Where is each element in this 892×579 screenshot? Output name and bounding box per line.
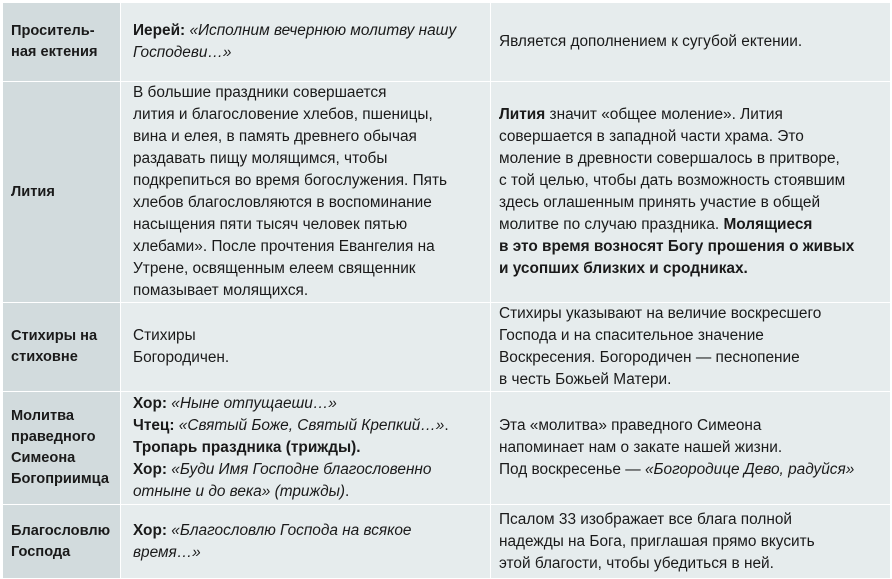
text-segment: Хор: xyxy=(133,521,172,539)
text-segment: Богородичен. xyxy=(133,349,230,366)
text-line xyxy=(499,415,884,437)
text-line xyxy=(133,393,484,415)
text-segment: «Богородице Дево, радуйся» xyxy=(644,461,855,478)
text-segment: Является дополнением к сугубой ектении. xyxy=(499,33,803,50)
name-line: Богоприимца xyxy=(11,471,109,487)
name-line: Лития xyxy=(11,183,55,200)
text-segment: Иерей: xyxy=(133,22,190,39)
service-text-cell xyxy=(121,82,491,303)
text-segment: Стихиры указывают на величие воскресшего xyxy=(499,305,822,322)
table-row xyxy=(3,82,891,303)
text-segment: лития и благословение хлебов, пшеницы, xyxy=(133,106,433,123)
name-line: Стихиры на xyxy=(11,328,98,344)
text-line xyxy=(499,148,884,170)
service-text-cell xyxy=(121,3,491,82)
table-row xyxy=(3,303,891,392)
text-segment: раздавать пищу молящимся, чтобы xyxy=(133,150,388,167)
text-line xyxy=(499,170,884,192)
text-line xyxy=(133,542,484,564)
text-segment: Господа и на спасительное значение xyxy=(499,327,764,344)
text-segment: Молящиеся xyxy=(723,216,813,233)
table-row xyxy=(3,3,891,82)
service-text-cell xyxy=(121,505,491,579)
text-segment: хлебами». После прочтения Евангелия на xyxy=(133,238,435,255)
text-segment: значит «общее моление». Лития xyxy=(545,106,783,123)
table-row xyxy=(3,505,891,579)
text-line xyxy=(499,531,884,553)
name-line: Молитва xyxy=(11,408,74,424)
service-text-cell xyxy=(121,303,491,392)
text-segment: надежды на Бога, приглашая прямо вкусить xyxy=(499,532,815,550)
text-line xyxy=(499,325,884,347)
text-line xyxy=(499,258,884,280)
text-segment: «Ныне отпущаеши…» xyxy=(171,395,337,412)
text-line xyxy=(133,280,484,302)
text-line xyxy=(499,437,884,459)
text-segment: «Святый Боже, Святый Крепкий…» xyxy=(178,417,445,434)
text-line xyxy=(133,437,484,459)
text-line xyxy=(133,459,484,481)
text-line xyxy=(133,236,484,258)
text-segment: В большие праздники совершается xyxy=(133,84,387,101)
text-line xyxy=(499,126,884,148)
text-segment: молитве по случаю праздника. xyxy=(499,216,724,233)
text-line xyxy=(133,170,484,192)
text-segment: хлебов благословляются в воспоминание xyxy=(133,194,432,211)
text-line xyxy=(499,192,884,214)
text-segment: Лития xyxy=(499,106,546,123)
text-line xyxy=(499,509,884,531)
text-line xyxy=(499,31,884,53)
text-segment: моление в древности совершалось в притворе, xyxy=(499,150,840,167)
text-segment: Хор: xyxy=(133,461,172,478)
text-segment: отныне и до века» xyxy=(133,483,271,500)
text-segment: «Буди Имя Господне благословенно xyxy=(171,461,432,478)
text-segment: «Исполним вечернюю молитву нашу xyxy=(189,22,457,39)
text-segment: «Благословлю Господа на всякое xyxy=(171,521,412,539)
text-segment: в честь Божьей Матери. xyxy=(499,371,672,388)
text-line xyxy=(133,126,484,148)
text-line xyxy=(499,553,884,575)
explanation-cell xyxy=(491,505,891,579)
text-line xyxy=(133,214,484,236)
text-segment: насыщения пяти тысяч человек пятью xyxy=(133,216,408,233)
text-segment: этой благости, чтобы убедиться в ней. xyxy=(499,554,774,572)
name-line: Симеона xyxy=(11,450,76,466)
name-line: стиховне xyxy=(11,349,78,365)
name-line: Благословлю xyxy=(11,522,111,539)
explanation-cell xyxy=(491,3,891,82)
service-part-name xyxy=(3,505,121,579)
text-segment: совершается в западной части храма. Это xyxy=(499,128,804,145)
text-line xyxy=(133,415,484,437)
text-segment: и усопших близких и сродниках. xyxy=(499,260,748,277)
text-segment: . xyxy=(345,483,350,500)
service-part-name xyxy=(3,82,121,303)
text-line xyxy=(133,148,484,170)
text-segment: Псалом 33 изображает все блага полной xyxy=(499,510,792,528)
text-line xyxy=(133,82,484,104)
text-segment: с той целью, чтобы дать возможность стоявшим xyxy=(499,172,846,189)
text-line xyxy=(133,42,484,64)
text-segment: здесь оглашенным принять участие в общей xyxy=(499,194,821,211)
name-line: Проситель- xyxy=(11,23,95,39)
text-segment: Стихиры xyxy=(133,327,196,344)
text-line xyxy=(499,303,884,325)
text-line xyxy=(499,236,884,258)
service-text-cell xyxy=(121,392,491,505)
text-segment: время…» xyxy=(133,543,201,561)
liturgy-table xyxy=(2,2,891,579)
text-segment: в это время возносят Богу прошения о живых xyxy=(499,238,855,255)
service-part-name xyxy=(3,303,121,392)
text-line xyxy=(499,459,884,481)
table-row xyxy=(3,392,891,505)
text-line xyxy=(499,347,884,369)
text-segment: Господеви…» xyxy=(133,44,232,61)
name-line: ная ектения xyxy=(11,44,98,60)
name-line: Господа xyxy=(11,543,71,560)
text-line xyxy=(133,520,484,542)
text-line xyxy=(133,325,484,347)
service-part-name xyxy=(3,392,121,505)
explanation-cell xyxy=(491,82,891,303)
text-segment: Эта «молитва» праведного Симеона xyxy=(499,417,762,434)
text-segment: Чтец: xyxy=(133,417,179,434)
text-segment: Тропарь праздника (трижды). xyxy=(133,439,361,456)
text-segment: подкрепиться во время богослужения. Пять xyxy=(133,172,448,189)
table-body xyxy=(3,3,891,579)
text-line xyxy=(133,20,484,42)
text-line xyxy=(133,258,484,280)
explanation-cell xyxy=(491,303,891,392)
text-line xyxy=(499,104,884,126)
text-segment: Утрене, освященным елеем священник xyxy=(133,260,416,277)
text-segment: Воскресения. Богородичен — песнопение xyxy=(499,349,800,366)
service-part-name xyxy=(3,3,121,82)
text-line xyxy=(133,104,484,126)
text-line xyxy=(499,214,884,236)
explanation-cell xyxy=(491,392,891,505)
text-line xyxy=(133,481,484,503)
text-segment: (трижды) xyxy=(270,483,346,500)
text-segment: помазывает молящихся. xyxy=(133,282,309,299)
text-segment: Хор: xyxy=(133,395,172,412)
text-line xyxy=(499,369,884,391)
text-segment: . xyxy=(444,417,449,434)
name-line: праведного xyxy=(11,429,96,445)
text-segment: Под воскресенье — xyxy=(499,461,645,478)
text-segment: вина и елея, в память древнего обычая xyxy=(133,128,417,145)
text-line xyxy=(133,192,484,214)
text-line xyxy=(133,347,484,369)
text-segment: напоминает нам о закате нашей жизни. xyxy=(499,439,783,456)
